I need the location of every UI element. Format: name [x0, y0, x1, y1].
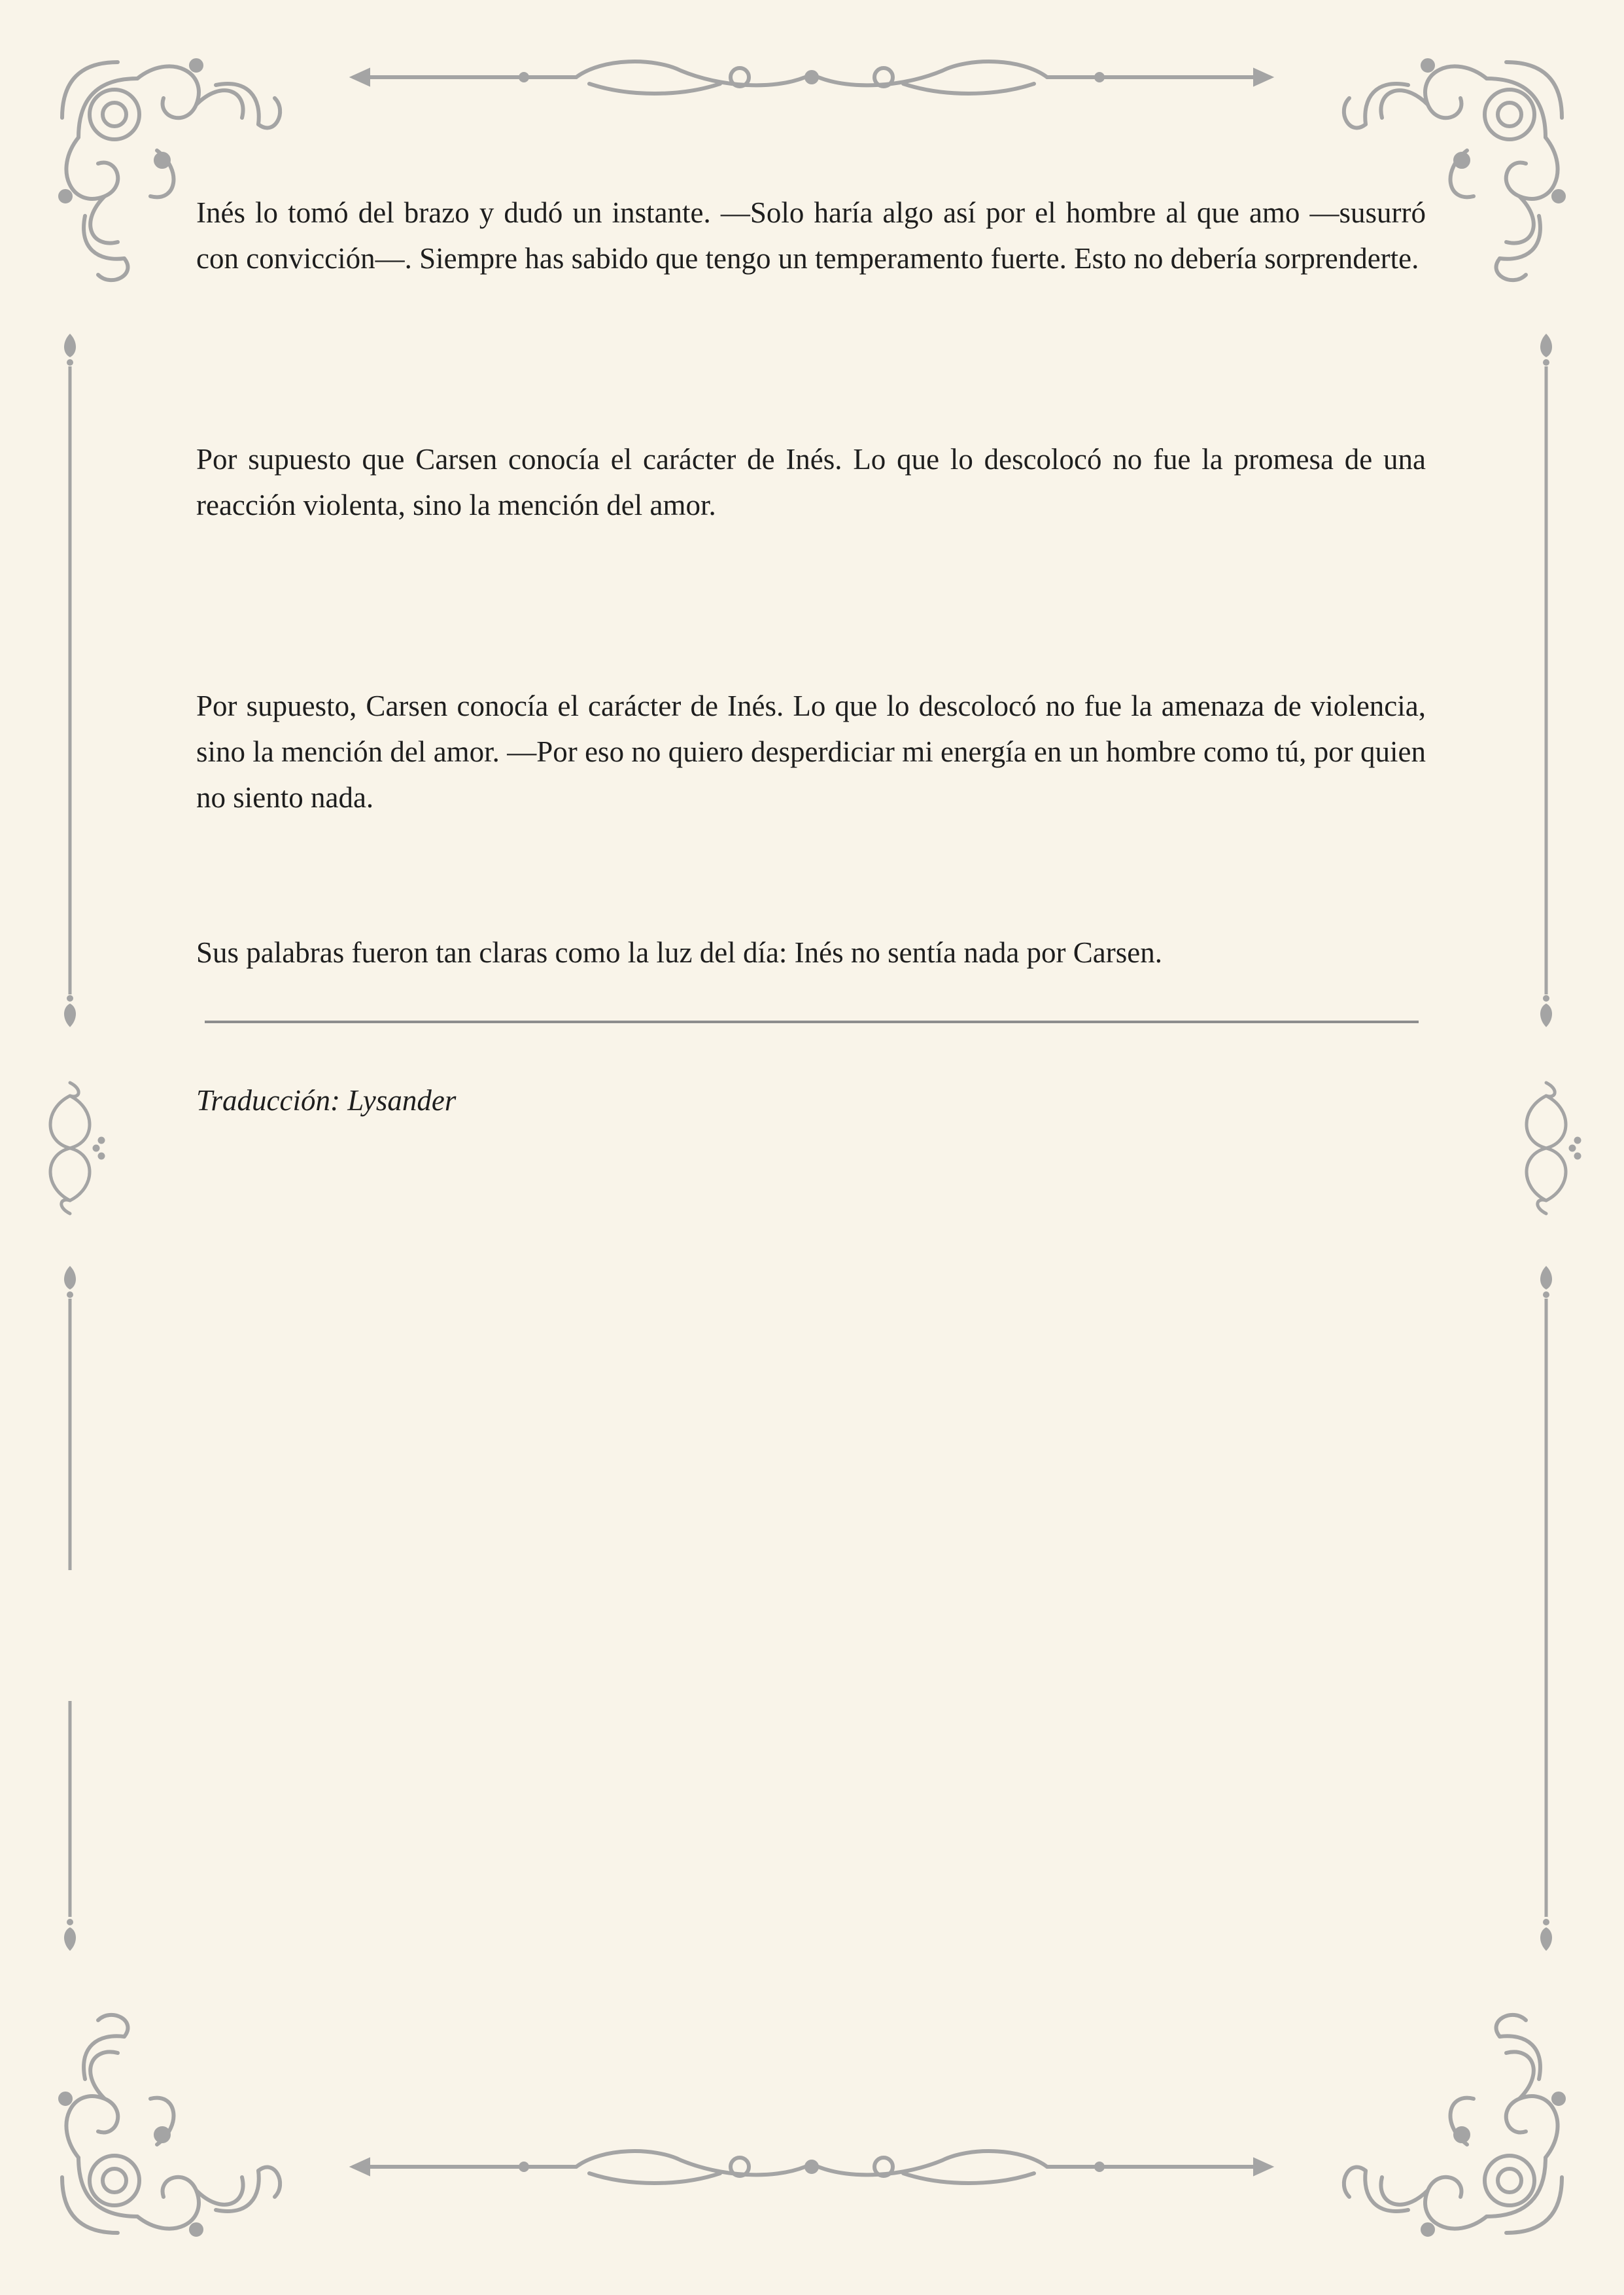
- paragraph: Por supuesto que Carsen conocía el carácter de Inés. Lo que lo descolocó no fue la promesa de una reacción violenta, sino la mención del amor.: [196, 443, 1426, 521]
- scroll-flourish-icon: [354, 61, 1270, 94]
- teardrop-finial-icon: [1540, 1266, 1552, 1298]
- separator-line: [205, 1021, 1419, 1023]
- teardrop-finial-icon: [1540, 334, 1552, 366]
- teardrop-finial-icon: [64, 1919, 76, 1951]
- paragraph: Sus palabras fueron tan claras como la luz del día: Inés no sentía nada por Carsen.: [196, 936, 1163, 969]
- teardrop-finial-icon: [64, 334, 76, 366]
- teardrop-finial-icon: [1540, 995, 1552, 1027]
- flourish-corner-icon: [1344, 2015, 1564, 2235]
- teardrop-finial-icon: [64, 995, 76, 1027]
- teardrop-finial-icon: [64, 1266, 76, 1298]
- document-body: [196, 190, 1426, 975]
- paragraph: Inés lo tomó del brazo y dudó un instante. —Solo haría algo así por el hombre al que amo —susurró con convicción—. Siempre has sabido que tengo un temperamento fuerte. Esto no debería sorprenderte.: [196, 196, 1426, 275]
- translation-credit: Traducción: Lysander: [196, 1084, 457, 1117]
- paragraph: Por supuesto, Carsen conocía el carácter de Inés. Lo que lo descolocó no fue la amenaza de violencia, sino la mención del amor. —Por eso no quiero desperdiciar mi energía en un hombre como tú, por quien no siento nada.: [196, 690, 1426, 814]
- flourish-corner-icon: [60, 2015, 280, 2235]
- scroll-flourish-icon: [354, 2151, 1270, 2183]
- teardrop-finial-icon: [1540, 1919, 1552, 1951]
- infinity-flourish-icon: [50, 1083, 103, 1214]
- infinity-flourish-icon: [1527, 1083, 1580, 1214]
